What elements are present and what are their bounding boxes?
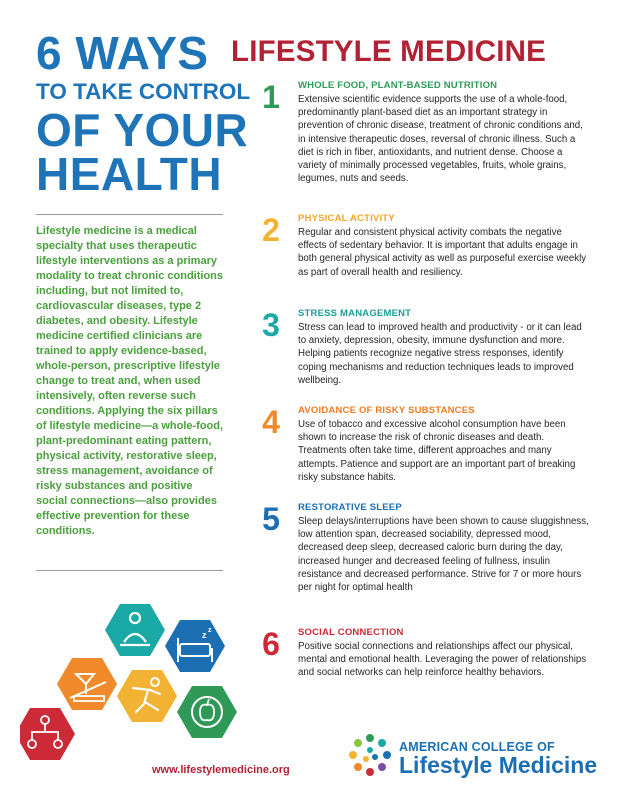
title-health: HEALTH	[36, 148, 223, 200]
pillar-4	[256, 405, 591, 484]
svg-text:z: z	[208, 627, 212, 634]
intro-top-divider	[36, 214, 223, 215]
pillar-body: Extensive scientific evidence supports the use of a whole-food, predominantly plant-based diet as an important strategy in prevention of chronic disease, treatment of chronic conditions and, in intensive therapeutic doses, reversal of chronic illness. Such a diet is rich in fiber, antioxidants, and nutrient dense. Choose a variety of minimally processed vegetables, fruits, whole grains, legumes, nuts and seeds.	[298, 94, 583, 185]
pillar-6	[256, 627, 591, 680]
apple-icon	[177, 686, 237, 738]
title-lifestyle-medicine: LIFESTYLE MEDICINE	[231, 35, 547, 68]
pillar-body: Stress can lead to improved health and productivity - or it can lead to anxiety, depression, obesity, immune dysfunction and more. Helping patients recognize negative stress responses, identify coping mechanisms and reduction techniques leads to improved wellbeing.	[298, 322, 582, 386]
pillar-title: PHYSICAL ACTIVITY	[298, 213, 395, 224]
pillar-title: SOCIAL CONNECTION	[298, 627, 404, 638]
aclm-logo-icon	[347, 732, 393, 778]
title-six-ways: 6 WAYS	[36, 27, 209, 79]
no-smoking-drinking-icon	[57, 658, 117, 710]
pillar-body: Use of tobacco and excessive alcohol consumption have been shown to increase the risk of chronic diseases and death. Treatments often take time, different approaches and many attempts. Patience and support are an important part of breaking risky substance habits.	[298, 419, 576, 483]
pillar-3	[256, 308, 591, 387]
pillar-2	[256, 213, 591, 279]
website-link[interactable]: www.lifestylemedicine.org	[152, 764, 290, 776]
pillar-number: 4	[262, 404, 280, 440]
social-network-icon	[20, 708, 75, 760]
logo-line-1: AMERICAN COLLEGE OF	[399, 740, 555, 754]
pillar-5	[256, 502, 591, 594]
pillar-number: 2	[262, 212, 280, 248]
pillar-number: 5	[262, 501, 280, 537]
pillar-body: Regular and consistent physical activity combats the negative effects of sedentary behavior. It is important that adults engage in both general physical activity as well as purposeful exercise weekly as part of overall health and resiliency.	[298, 227, 587, 278]
pillar-title: RESTORATIVE SLEEP	[298, 502, 402, 513]
pillar-body: Sleep delays/interruptions have been shown to cause sluggishness, low attention span, decreased sociability, depressed mood, decreased deep sleep, decreased caloric burn during the day, increased hunger and decreased feeling of fullness, insulin resistance and decreased performance. Strive for 7 or more hours per night for optimal health	[298, 516, 589, 594]
pillar-number: 3	[262, 307, 280, 343]
pillar-body: Positive social connections and relationships affect our physical, mental and emotional health. Leveraging the power of relationships and social networks can help reinforce healthy behaviors.	[298, 641, 587, 679]
exercise-icon	[117, 670, 177, 722]
sleep-bed-icon	[165, 620, 225, 672]
meditation-icon	[105, 604, 165, 656]
title-to-take-control: TO TAKE CONTROL	[36, 79, 251, 104]
intro-paragraph: Lifestyle medicine is a medical specialty that uses therapeutic lifestyle interventions as a primary modality to treat chronic conditions including, but not limited to, cardiovascular diseases, type 2 diabetes, and obesity. Lifestyle medicine certified clinicians are trained to apply evidence-based, whole-person, prescriptive lifestyle change to treat and, when used intensively, often reverse such conditions. Applying the six pillars of lifestyle medicine—a whole-food, plant-predominant eating pattern, physical activity, restorative sleep, stress management, avoidance of risky substances and positive social connections—also provides effective prevention for these conditions.	[36, 225, 224, 537]
svg-text:z: z	[202, 630, 207, 640]
pillar-number: 6	[262, 626, 280, 662]
pillar-title: WHOLE FOOD, PLANT-BASED NUTRITION	[298, 80, 498, 91]
intro-bottom-divider	[36, 570, 223, 571]
pillar-number: 1	[262, 79, 280, 115]
pillar-title: AVOIDANCE OF RISKY SUBSTANCES	[298, 405, 475, 416]
pillar-1	[256, 80, 591, 185]
pillar-title: STRESS MANAGEMENT	[298, 308, 412, 319]
pillars-hexagon-graphic	[20, 598, 250, 763]
logo-line-2: Lifestyle Medicine	[399, 752, 598, 778]
title-of-your: OF YOUR	[36, 104, 249, 156]
